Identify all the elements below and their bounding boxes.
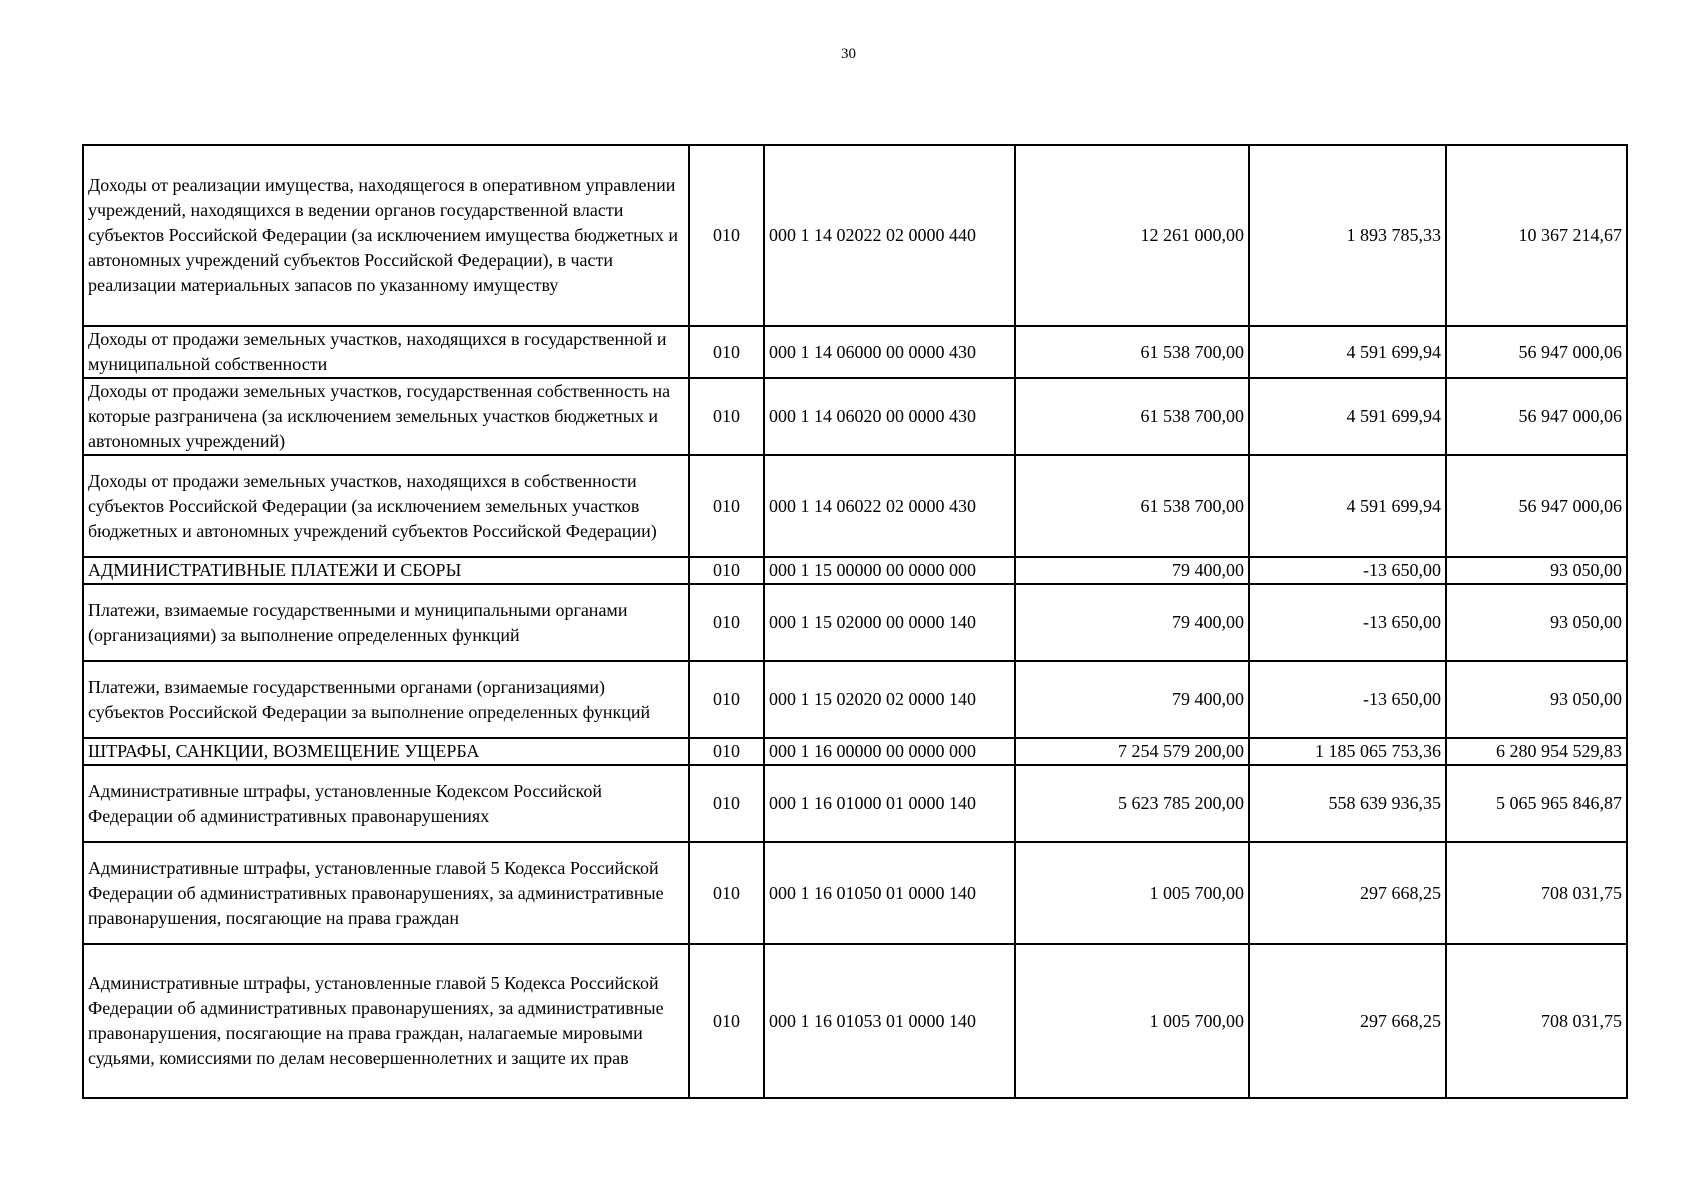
row-name-cell: Доходы от продажи земельных участков, находящихся в собственности субъектов Российской Федерации (за исключением земельных участков бюджетных и автономных учреждений субъектов Российской Федерации) — [83, 455, 689, 557]
row-kbk-cell: 000 1 14 06022 02 0000 430 — [764, 455, 1015, 557]
row-approved-cell: 12 261 000,00 — [1015, 145, 1249, 326]
row-approved-cell: 61 538 700,00 — [1015, 378, 1249, 455]
row-unexecuted-cell: 56 947 000,06 — [1446, 378, 1627, 455]
row-code-cell: 010 — [689, 738, 764, 765]
row-executed-cell: 297 668,25 — [1249, 944, 1446, 1098]
row-unexecuted-cell: 5 065 965 846,87 — [1446, 765, 1627, 842]
row-unexecuted-cell: 708 031,75 — [1446, 842, 1627, 944]
table-row — [83, 738, 1627, 765]
table-row — [83, 326, 1627, 378]
row-kbk-cell: 000 1 16 01050 01 0000 140 — [764, 842, 1015, 944]
row-name-cell: Доходы от реализации имущества, находящегося в оперативном управлении учреждений, находящихся в ведении органов государственной власти субъектов Российской Федерации (за исключением имущества бюджетных и автономных учреждений субъектов Российской Федерации), в части реализации материальных запасов по указанному имуществу — [83, 145, 689, 326]
row-kbk-cell: 000 1 14 02022 02 0000 440 — [764, 145, 1015, 326]
row-name-cell: ШТРАФЫ, САНКЦИИ, ВОЗМЕЩЕНИЕ УЩЕРБА — [83, 738, 689, 765]
row-approved-cell: 1 005 700,00 — [1015, 842, 1249, 944]
page-number: 30 — [841, 46, 856, 62]
row-kbk-cell: 000 1 14 06000 00 0000 430 — [764, 326, 1015, 378]
row-approved-cell: 79 400,00 — [1015, 584, 1249, 661]
table-row — [83, 455, 1627, 557]
row-code-cell: 010 — [689, 145, 764, 326]
row-name-cell: Доходы от продажи земельных участков, государственная собственность на которые разграничена (за исключением земельных участков бюджетных и автономных учреждений) — [83, 378, 689, 455]
row-unexecuted-cell: 56 947 000,06 — [1446, 326, 1627, 378]
row-approved-cell: 5 623 785 200,00 — [1015, 765, 1249, 842]
row-name-cell: Административные штрафы, установленные главой 5 Кодекса Российской Федерации об административных правонарушениях, за административные правонарушения, посягающие на права граждан — [83, 842, 689, 944]
row-executed-cell: 1 185 065 753,36 — [1249, 738, 1446, 765]
row-kbk-cell: 000 1 16 01000 01 0000 140 — [764, 765, 1015, 842]
row-name-cell: Платежи, взимаемые государственными и муниципальными органами (организациями) за выполнение определенных функций — [83, 584, 689, 661]
table-row — [83, 584, 1627, 661]
row-executed-cell: 4 591 699,94 — [1249, 326, 1446, 378]
row-executed-cell: 1 893 785,33 — [1249, 145, 1446, 326]
row-executed-cell: -13 650,00 — [1249, 557, 1446, 584]
row-code-cell: 010 — [689, 557, 764, 584]
row-unexecuted-cell: 10 367 214,67 — [1446, 145, 1627, 326]
row-kbk-cell: 000 1 15 02020 02 0000 140 — [764, 661, 1015, 738]
row-unexecuted-cell: 708 031,75 — [1446, 944, 1627, 1098]
row-unexecuted-cell: 93 050,00 — [1446, 557, 1627, 584]
row-unexecuted-cell: 6 280 954 529,83 — [1446, 738, 1627, 765]
row-code-cell: 010 — [689, 326, 764, 378]
row-unexecuted-cell: 93 050,00 — [1446, 584, 1627, 661]
table-row — [83, 661, 1627, 738]
table-row — [83, 842, 1627, 944]
row-code-cell: 010 — [689, 584, 764, 661]
row-approved-cell: 61 538 700,00 — [1015, 455, 1249, 557]
row-name-cell: Административные штрафы, установленные главой 5 Кодекса Российской Федерации об административных правонарушениях, за административные правонарушения, посягающие на права граждан, налагаемые мировыми судьями, комиссиями по делам несовершеннолетних и защите их прав — [83, 944, 689, 1098]
row-approved-cell: 7 254 579 200,00 — [1015, 738, 1249, 765]
row-name-cell: АДМИНИСТРАТИВНЫЕ ПЛАТЕЖИ И СБОРЫ — [83, 557, 689, 584]
row-code-cell: 010 — [689, 378, 764, 455]
row-approved-cell: 61 538 700,00 — [1015, 326, 1249, 378]
row-unexecuted-cell: 56 947 000,06 — [1446, 455, 1627, 557]
table-row — [83, 765, 1627, 842]
table-row — [83, 145, 1627, 326]
row-executed-cell: 4 591 699,94 — [1249, 455, 1446, 557]
table-row — [83, 944, 1627, 1098]
row-name-cell: Платежи, взимаемые государственными органами (организациями) субъектов Российской Федерации за выполнение определенных функций — [83, 661, 689, 738]
row-approved-cell: 79 400,00 — [1015, 557, 1249, 584]
row-code-cell: 010 — [689, 944, 764, 1098]
row-kbk-cell: 000 1 15 02000 00 0000 140 — [764, 584, 1015, 661]
row-name-cell: Доходы от продажи земельных участков, находящихся в государственной и муниципальной собственности — [83, 326, 689, 378]
table-row — [83, 378, 1627, 455]
row-kbk-cell: 000 1 16 00000 00 0000 000 — [764, 738, 1015, 765]
row-executed-cell: 4 591 699,94 — [1249, 378, 1446, 455]
row-unexecuted-cell: 93 050,00 — [1446, 661, 1627, 738]
row-executed-cell: -13 650,00 — [1249, 661, 1446, 738]
row-executed-cell: 297 668,25 — [1249, 842, 1446, 944]
revenue-table — [82, 144, 1628, 1099]
row-approved-cell: 79 400,00 — [1015, 661, 1249, 738]
row-executed-cell: 558 639 936,35 — [1249, 765, 1446, 842]
row-kbk-cell: 000 1 14 06020 00 0000 430 — [764, 378, 1015, 455]
row-code-cell: 010 — [689, 455, 764, 557]
row-name-cell: Административные штрафы, установленные Кодексом Российской Федерации об административных правонарушениях — [83, 765, 689, 842]
row-kbk-cell: 000 1 15 00000 00 0000 000 — [764, 557, 1015, 584]
row-code-cell: 010 — [689, 842, 764, 944]
row-kbk-cell: 000 1 16 01053 01 0000 140 — [764, 944, 1015, 1098]
table-row — [83, 557, 1627, 584]
row-code-cell: 010 — [689, 661, 764, 738]
row-approved-cell: 1 005 700,00 — [1015, 944, 1249, 1098]
row-code-cell: 010 — [689, 765, 764, 842]
row-executed-cell: -13 650,00 — [1249, 584, 1446, 661]
